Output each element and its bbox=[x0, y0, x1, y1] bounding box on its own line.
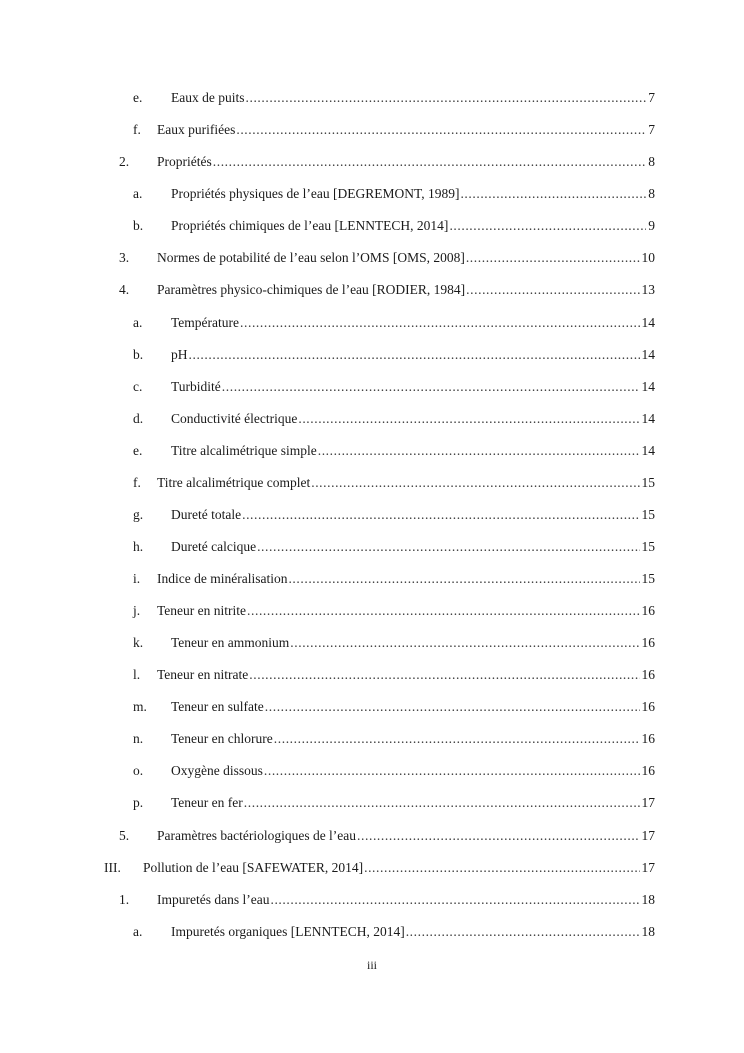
toc-entry[interactable] bbox=[133, 569, 655, 589]
toc-entry[interactable] bbox=[104, 858, 655, 878]
toc-entry-page: 10 bbox=[641, 250, 655, 265]
toc-entry-number: 4. bbox=[119, 282, 130, 297]
toc-entry-title: Titre alcalimétrique simple bbox=[171, 443, 317, 458]
toc-entry-number: 2. bbox=[119, 154, 130, 169]
toc-entry-number: g. bbox=[133, 507, 144, 522]
toc-entry-number: e. bbox=[133, 443, 143, 458]
toc-entry-title: Teneur en sulfate bbox=[171, 699, 264, 714]
toc-entry[interactable] bbox=[133, 697, 655, 717]
toc-entry-title: Teneur en nitrite bbox=[157, 603, 247, 618]
toc-entry-title: Teneur en ammonium bbox=[171, 635, 290, 650]
toc-entry-number: 5. bbox=[119, 828, 130, 843]
toc-leader-dots bbox=[236, 120, 646, 140]
toc-leader-dots bbox=[244, 793, 640, 813]
toc-entry[interactable] bbox=[133, 922, 655, 942]
toc-entry-title: Propriétés chimiques de l’eau [LENNTECH, 2014] bbox=[171, 218, 449, 233]
toc-entry[interactable] bbox=[133, 665, 655, 685]
toc-entry-title: pH bbox=[171, 347, 188, 362]
toc-entry[interactable] bbox=[119, 152, 655, 172]
toc-entry-title: Propriétés physiques de l’eau [DEGREMONT, 1989] bbox=[171, 186, 460, 201]
toc-entry-title: Normes de potabilité de l’eau selon l’OMS [OMS, 2008] bbox=[157, 250, 465, 265]
toc-entry-number: b. bbox=[133, 347, 144, 362]
toc-entry[interactable] bbox=[133, 537, 655, 557]
toc-entry-number: f. bbox=[133, 475, 141, 490]
toc-entry-number: c. bbox=[133, 379, 143, 394]
toc-entry[interactable] bbox=[133, 184, 655, 204]
toc-entry[interactable] bbox=[133, 505, 655, 525]
toc-entry-page: 16 bbox=[641, 603, 655, 618]
toc-entry-title: Oxygène dissous bbox=[171, 763, 263, 778]
toc-entry-number: a. bbox=[133, 186, 143, 201]
toc-entry-number: o. bbox=[133, 763, 144, 778]
toc-entry-page: 16 bbox=[641, 699, 655, 714]
toc-leader-dots bbox=[242, 505, 639, 525]
toc-leader-dots bbox=[364, 858, 639, 878]
toc-entry-number: a. bbox=[133, 315, 143, 330]
toc-entry-page: 17 bbox=[641, 828, 655, 843]
toc-entry[interactable] bbox=[133, 313, 655, 333]
toc-entry-page: 7 bbox=[648, 90, 655, 105]
toc-entry[interactable] bbox=[119, 280, 655, 300]
toc-entry[interactable] bbox=[133, 377, 655, 397]
toc-entry[interactable] bbox=[133, 793, 655, 813]
toc-leader-dots bbox=[460, 184, 646, 204]
toc-leader-dots bbox=[466, 280, 639, 300]
toc-entry-title: Titre alcalimétrique complet bbox=[157, 475, 311, 490]
toc-entry-page: 16 bbox=[641, 635, 655, 650]
toc-entry[interactable] bbox=[133, 441, 655, 461]
toc-leader-dots bbox=[311, 473, 639, 493]
toc-entry-number: j. bbox=[133, 603, 141, 618]
toc-entry-number: h. bbox=[133, 539, 144, 554]
toc-entry-title: Teneur en nitrate bbox=[157, 667, 249, 682]
toc-entry-title: Dureté totale bbox=[171, 507, 242, 522]
toc-entry-page: 9 bbox=[648, 218, 655, 233]
toc-entry-title: Paramètres physico-chimiques de l’eau [RODIER, 1984] bbox=[157, 282, 466, 297]
toc-leader-dots bbox=[249, 665, 639, 685]
toc-entry-number: l. bbox=[133, 667, 141, 682]
toc-entry-page: 14 bbox=[641, 315, 655, 330]
toc-entry[interactable] bbox=[133, 88, 655, 108]
toc-entry-number: III. bbox=[104, 860, 121, 875]
toc-leader-dots bbox=[274, 729, 640, 749]
toc-leader-dots bbox=[240, 313, 639, 333]
toc-entry-number: 1. bbox=[119, 892, 130, 907]
toc-leader-dots bbox=[288, 569, 639, 589]
toc-entry-page: 14 bbox=[641, 443, 655, 458]
toc-entry-page: 14 bbox=[641, 379, 655, 394]
toc-entry-page: 16 bbox=[641, 763, 655, 778]
toc-entry-title: Indice de minéralisation bbox=[157, 571, 288, 586]
toc-entry-page: 8 bbox=[648, 154, 655, 169]
toc-leader-dots bbox=[222, 377, 640, 397]
toc-entry-title: Propriétés bbox=[157, 154, 212, 169]
toc-leader-dots bbox=[290, 633, 639, 653]
toc-entry-number: m. bbox=[133, 699, 147, 714]
toc-entry[interactable] bbox=[133, 473, 655, 493]
toc-entry-page: 16 bbox=[641, 667, 655, 682]
toc-entry[interactable] bbox=[133, 633, 655, 653]
toc-leader-dots bbox=[257, 537, 639, 557]
toc-entry-page: 16 bbox=[641, 731, 655, 746]
toc-leader-dots bbox=[406, 922, 640, 942]
toc-entry-title: Conductivité électrique bbox=[171, 411, 298, 426]
toc-leader-dots bbox=[449, 216, 646, 236]
toc-entry-title: Impuretés dans l’eau bbox=[157, 892, 270, 907]
toc-leader-dots bbox=[189, 345, 640, 365]
toc-entry[interactable] bbox=[133, 761, 655, 781]
toc-entry-number: i. bbox=[133, 571, 141, 586]
toc-entry-title: Température bbox=[171, 315, 240, 330]
toc-entry[interactable] bbox=[133, 601, 655, 621]
toc-entry-title: Eaux de puits bbox=[171, 90, 245, 105]
toc-entry-number: b. bbox=[133, 218, 144, 233]
toc-entry-title: Eaux purifiées bbox=[157, 122, 236, 137]
toc-entry[interactable] bbox=[133, 345, 655, 365]
toc-entry-number: 3. bbox=[119, 250, 130, 265]
toc-entry[interactable] bbox=[133, 409, 655, 429]
toc-entry-page: 18 bbox=[641, 924, 655, 939]
toc-leader-dots bbox=[246, 88, 647, 108]
toc-entry-page: 17 bbox=[641, 860, 655, 875]
toc-entry-number: f. bbox=[133, 122, 141, 137]
toc-leader-dots bbox=[298, 409, 639, 429]
toc-leader-dots bbox=[270, 890, 639, 910]
toc-leader-dots bbox=[247, 601, 639, 621]
toc-entry[interactable] bbox=[133, 216, 655, 236]
toc-entry-title: Impuretés organiques [LENNTECH, 2014] bbox=[171, 924, 405, 939]
toc-entry[interactable] bbox=[119, 826, 655, 846]
toc-entry[interactable] bbox=[133, 120, 655, 140]
toc-entry-page: 14 bbox=[641, 411, 655, 426]
toc-entry-number: k. bbox=[133, 635, 144, 650]
toc-entry-page: 15 bbox=[641, 539, 655, 554]
toc-entry-page: 7 bbox=[648, 122, 655, 137]
toc-entry-number: d. bbox=[133, 411, 144, 426]
toc-entry-number: a. bbox=[133, 924, 143, 939]
toc-leader-dots bbox=[264, 761, 640, 781]
toc-entry-number: n. bbox=[133, 731, 144, 746]
toc-leader-dots bbox=[213, 152, 647, 172]
toc-entry-number: p. bbox=[133, 795, 144, 810]
toc-entry-number: e. bbox=[133, 90, 143, 105]
toc-entry-page: 15 bbox=[641, 475, 655, 490]
toc-leader-dots bbox=[318, 441, 640, 461]
toc-leader-dots bbox=[466, 248, 640, 268]
toc-entry-page: 8 bbox=[648, 186, 655, 201]
toc-entry-page: 17 bbox=[641, 795, 655, 810]
toc-entry-title: Teneur en chlorure bbox=[171, 731, 273, 746]
toc-entry-title: Turbidité bbox=[171, 379, 221, 394]
toc-entry-page: 15 bbox=[641, 507, 655, 522]
toc-entry[interactable] bbox=[119, 890, 655, 910]
toc-entry-page: 13 bbox=[641, 282, 655, 297]
toc-entry-page: 15 bbox=[641, 571, 655, 586]
toc-entry-title: Pollution de l’eau [SAFEWATER, 2014] bbox=[143, 860, 364, 875]
toc-entry-title: Dureté calcique bbox=[171, 539, 257, 554]
toc-leader-dots bbox=[265, 697, 640, 717]
toc-entry-page: 18 bbox=[641, 892, 655, 907]
toc-entry[interactable] bbox=[119, 248, 655, 268]
toc-entry[interactable] bbox=[133, 729, 655, 749]
page-number-footer: iii bbox=[366, 958, 377, 972]
toc-leader-dots bbox=[357, 826, 639, 846]
toc-entry-title: Paramètres bactériologiques de l’eau bbox=[157, 828, 357, 843]
toc-entry-page: 14 bbox=[641, 347, 655, 362]
toc-entry-title: Teneur en fer bbox=[171, 795, 243, 810]
